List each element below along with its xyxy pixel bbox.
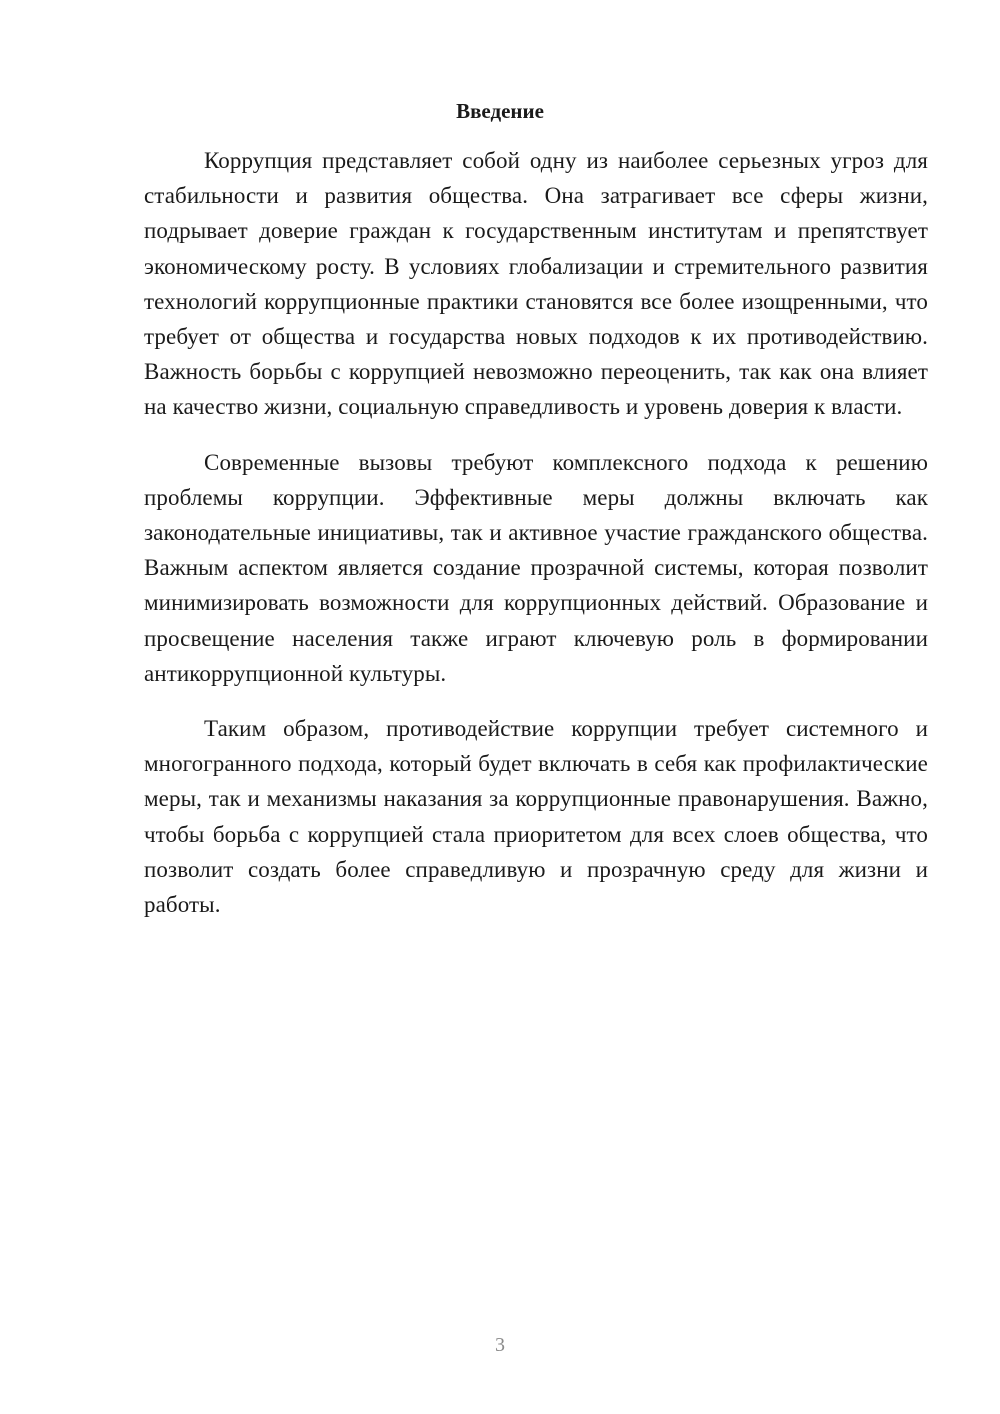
paragraph-challenges: Современные вызовы требуют комплексного подхода к решению проблемы коррупции. Эффективные меры должны включать как законодательные инициативы, так и активное участие гражданского общества. Важным аспектом является создание прозрачной системы, которая позволит минимизировать возможности для коррупционных действий. Образование и просвещение населения также играют ключевую роль в формировании антикоррупционной культуры. bbox=[144, 449, 928, 686]
body-text bbox=[144, 143, 928, 942]
page-number: 3 bbox=[495, 1334, 505, 1356]
paragraph-intro: Коррупция представляет собой одну из наиболее серьезных угроз для стабильности и развития общества. Она затрагивает все сферы жизни, подрывает доверие граждан к государственным институтам и препятствует экономическому росту. В условиях глобализации и стремительного развития технологий коррупционные практики становятся все более изощренными, что требует от общества и государства новых подходов к их противодействию. Важность борьбы с коррупцией невозможно переоценить, так как она влияет на качество жизни, социальную справедливость и уровень доверия к власти. bbox=[144, 148, 928, 420]
paragraph-conclusion: Таким образом, противодействие коррупции требует системного и многогранного подхода, который будет включать в себя как профилактические меры, так и механизмы наказания за коррупционные правонарушения. Важно, чтобы борьба с коррупцией стала приоритетом для всех слоев общества, что позволит создать более справедливую и прозрачную среду для жизни и работы. bbox=[144, 716, 928, 918]
section-heading: Введение bbox=[456, 99, 544, 123]
